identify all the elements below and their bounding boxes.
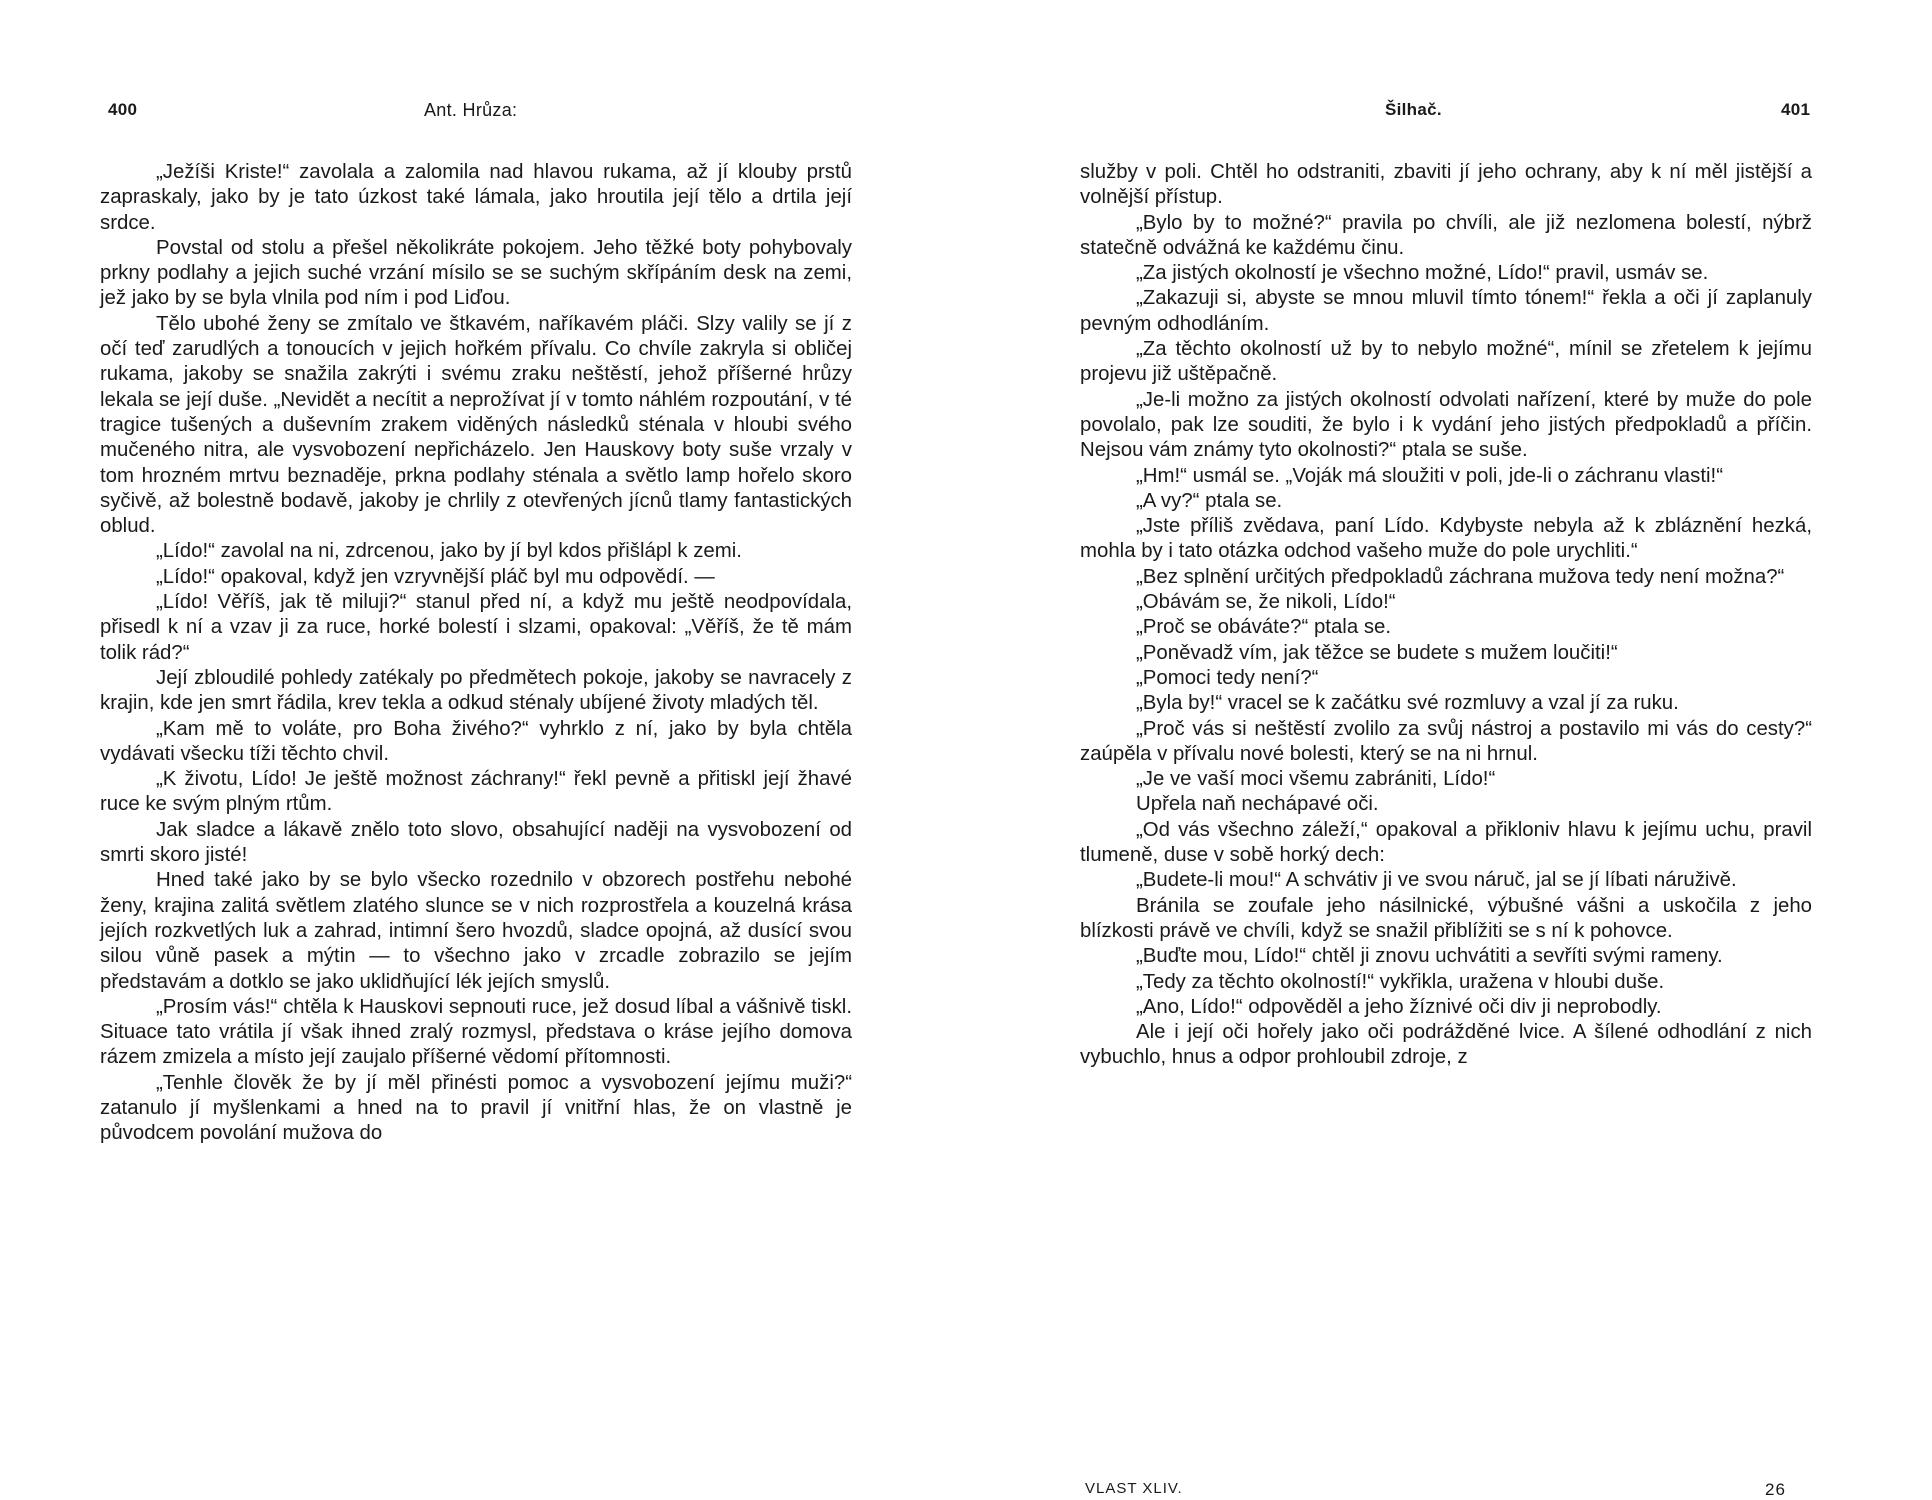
- paragraph: Jak sladce a lákavě znělo toto slovo, obsahující naději na vysvobození od smrti skoro jisté!: [100, 818, 852, 867]
- paragraph: „Za jistých okolností je všechno možné, Lído!“ pravil, usmáv se.: [1136, 262, 1709, 285]
- paragraph: „Bez splnění určitých předpokladů záchrana mužova tedy není možna?“: [1136, 565, 1785, 588]
- paragraph: „Pomoci tedy není?“: [1136, 666, 1319, 689]
- paragraph: „Od vás všechno záleží,“ opakoval a přikloniv hlavu k jejímu uchu, pravil tlumeně, duse v sobě horký dech:: [1080, 818, 1812, 867]
- paragraph: „Lído!“ zavolal na ni, zdrcenou, jako by jí byl kdos přišlápl k zemi.: [156, 540, 742, 563]
- sheet-number: 26: [1765, 1480, 1786, 1499]
- paragraph: „Byla by!“ vracel se k začátku své rozmluvy a vzal jí za ruku.: [1136, 692, 1679, 715]
- paragraph: „A vy?“ ptala se.: [1136, 489, 1283, 512]
- paragraph: „Buďte mou, Lído!“ chtěl ji znovu uchvátiti a sevříti svými rameny.: [1136, 945, 1723, 968]
- paragraph: „Obávám se, že nikoli, Lído!“: [1136, 591, 1396, 614]
- paragraph: Bránila se zoufale jeho násilnické, výbušné vášni a uskočila z jeho blízkosti právě ve chvíli, když se snažil přiblížiti se s ní k pohovce.: [1080, 894, 1812, 942]
- paragraph: „Je ve vaší moci všemu zabrániti, Lído!“: [1136, 768, 1496, 791]
- left-page-text: [100, 160, 852, 1147]
- paragraph: „Bylo by to možné?“ pravila po chvíli, ale již nezlomena bolestí, nýbrž statečně odvážná ke každému činu.: [1080, 211, 1812, 259]
- paragraph: „Lído! Věříš, jak tě miluji?“ stanul před ní, a když mu ještě neodpovídala, přisedl k ní a vzav ji za ruce, horké bolestí i slzami, opakoval: „Věříš, že tě mám tolik rád?“: [100, 591, 852, 664]
- paragraph: Ale i její oči hořely jako oči podrážděné lvice. A šílené odhodlání z nich vybuchlo, hnus a odpor prohloubil zdroje, z: [1080, 1021, 1812, 1069]
- paragraph: „Tedy za těchto okolností!“ vykřikla, uražena v hloubi duše.: [1136, 970, 1665, 993]
- printer-signature: VLAST XLIV.: [1085, 1480, 1183, 1497]
- page-number-right: 401: [1781, 100, 1811, 119]
- running-head-title: Šilhač.: [1385, 100, 1442, 119]
- paragraph: Upřela naň nechápavé oči.: [1136, 793, 1379, 816]
- paragraph: Tělo ubohé ženy se zmítalo ve štkavém, naříkavém pláči. Slzy valily se jí z očí teď zarudlých a tonoucích v jejich hořkém přívalu. Co chvíle zakryla si obličej rukama, jakoby se snažila zakrýti i svému zraku neštěstí, jehož příšerné hrůzy lekala se její duše. „Nevidět a necítit a neprožívat jí v tomto náhlém rozpoutání, v té tragice tušených a duševním zrakem viděných následků sténala v hloubi svého mučeného nitra, ale vysvobození nepřicházelo. Jen Hauskovy boty suše vrzaly v tom hrozném mrtvu beznaděje, prkna podlahy sténala a světlo lamp hořelo skoro syčivě, až bolestně bodavě, jakoby je chrlily z otevřených jícnů tlamy fantastických oblud.: [100, 312, 852, 538]
- paragraph: „Jste příliš zvědava, paní Lído. Kdybyste nebyla až k zbláznění hezká, mohla by i tato otázka odchod vašeho muže do pole urychliti.“: [1080, 515, 1812, 563]
- running-head-author: Ant. Hrůza:: [424, 100, 518, 120]
- paragraph: „Tenhle člověk že by jí měl přinésti pomoc a vysvobození jejímu muži?“ zatanulo jí myšlenkami a hned na to pravil jí vnitřní hlas, že on vlastně je původcem povolání mužova do: [100, 1071, 852, 1145]
- paragraph: „Zakazuji si, abyste se mnou mluvil tímto tónem!“ řekla a oči jí zaplanuly pevným odhodláním.: [1080, 287, 1812, 335]
- paragraph: „Ježíši Kriste!“ zavolala a zalomila nad hlavou rukama, až jí klouby prstů zapraskaly, jako by je tato úzkost také lámala, jako hroutila její tělo a drtila její srdce.: [100, 161, 852, 234]
- paragraph: „K životu, Lído! Je ještě možnost záchrany!“ řekl pevně a přitiskl její žhavé ruce ke svým plným rtům.: [100, 768, 852, 816]
- paragraph: „Proč se obáváte?“ ptala se.: [1136, 616, 1392, 639]
- paragraph: „Za těchto okolností už by to nebylo možné“, mínil se zřetelem k jejímu projevu již uštěpačně.: [1080, 338, 1812, 386]
- paragraph: „Je-li možno za jistých okolností odvolati nařízení, které by muže do pole povolalo, pak lze souditi, že bylo i k vydání jeho jistých předpokladů a příčin. Nejsou vám známy tyto okolnosti?“ ptala se suše.: [1080, 388, 1812, 462]
- page-number-left: 400: [108, 100, 138, 119]
- paragraph: služby v poli. Chtěl ho odstraniti, zbaviti jí jeho ochrany, aby k ní měl jistější a volnější přístup.: [1080, 161, 1812, 209]
- paragraph: „Prosím vás!“ chtěla k Hauskovi sepnouti ruce, jež dosud líbal a vášnivě tiskl. Situace tato vrátila jí však ihned zralý rozmysl, představa o kráse jejího domova rázem zmizela a místo její zaujalo příšerné vědomí přítomnosti.: [100, 995, 852, 1069]
- paragraph: „Proč vás si neštěstí zvolilo za svůj nástroj a postavilo mi vás do cesty?“ zaúpěla v přívalu nové bolesti, který se na ni hrnul.: [1080, 717, 1812, 765]
- paragraph: „Hm!“ usmál se. „Voják má sloužiti v poli, jde-li o záchranu vlasti!“: [1136, 464, 1723, 487]
- paragraph: Hned také jako by se bylo všecko rozednilo v obzorech postřehu nebohé ženy, krajina zalitá světlem zlatého slunce se v nich rozprostřela a kouzelná krása jejích rozkvetlých luk a zahrad, intimní šero hvozdů, sladce opojná, až dusící svou silou vůně pasek a mýtin — to všechno jako v zrcadle zobrazilo se jejím představám a dotklo se jako uklidňující lék jejích smyslů.: [100, 869, 852, 993]
- right-page-text: [1080, 160, 1812, 1071]
- paragraph: Její zbloudilé pohledy zatékaly po předmětech pokoje, jakoby se navracely z krajin, kde jen smrt řádila, krev tekla a odkud sténaly ubíjené životy mladých těl.: [100, 666, 852, 715]
- paragraph: „Lído!“ opakoval, když jen vzryvnější pláč byl mu odpovědí. —: [156, 565, 715, 588]
- paragraph: „Kam mě to voláte, pro Boha živého?“ vyhrklo z ní, jako by byla chtěla vydávati všecku tíži těchto chvil.: [100, 717, 852, 765]
- paragraph: Povstal od stolu a přešel několikráte pokojem. Jeho těžké boty pohybovaly prkny podlahy a jejich suché vrzání mísilo se se suchým skřípáním desk na zemi, jež jako by se byla vlnila pod ním i pod Liďou.: [100, 236, 852, 310]
- paragraph: „Budete-li mou!“ A schvátiv ji ve svou náruč, jal se jí líbati náruživě.: [1136, 869, 1737, 892]
- paragraph: „Poněvadž vím, jak těžce se budete s mužem loučiti!“: [1136, 641, 1618, 664]
- paragraph: „Ano, Lído!“ odpověděl a jeho žíznivé oči div ji neprobodly.: [1136, 995, 1662, 1018]
